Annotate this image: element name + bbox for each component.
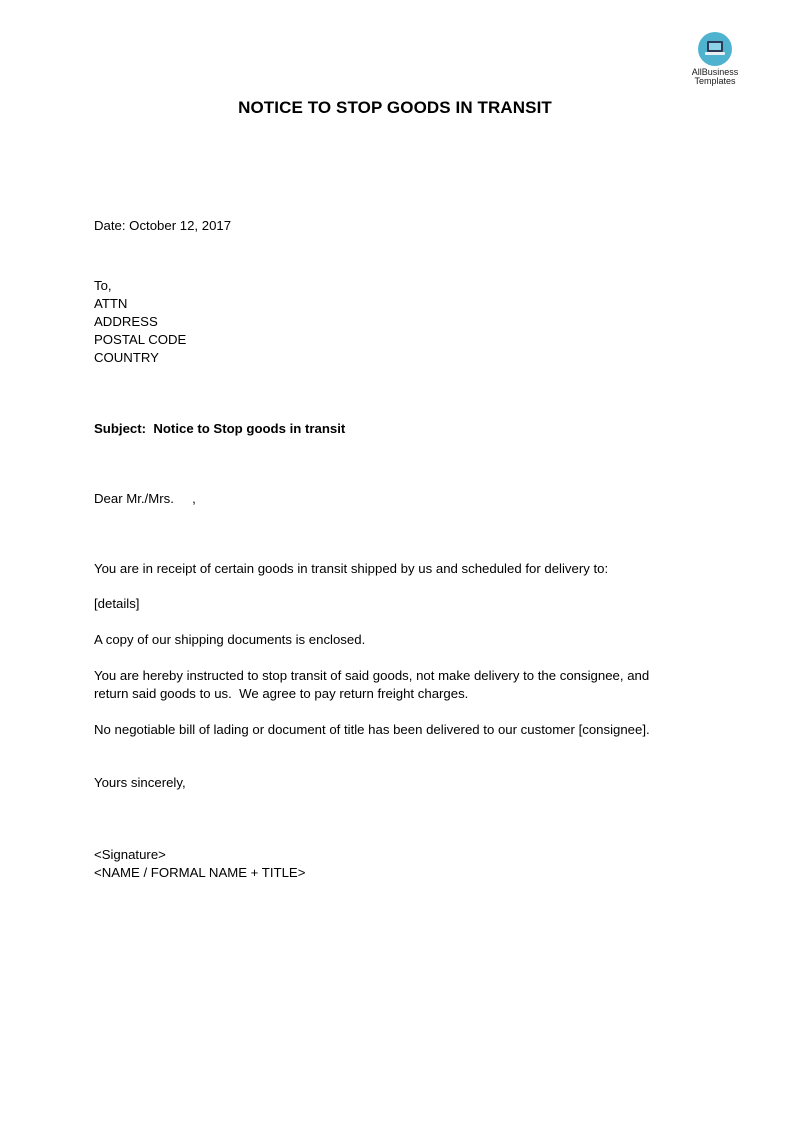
logo-line-2: Templates bbox=[694, 76, 736, 86]
recipient-address: ADDRESS bbox=[94, 314, 158, 329]
paragraph-bill-of-lading: No negotiable bill of lading or document of title has been delivered to our customer [consignee]. bbox=[94, 722, 650, 737]
paragraph-copy-enclosed: A copy of our shipping documents is enclosed. bbox=[94, 632, 366, 647]
document-title: NOTICE TO STOP GOODS IN TRANSIT bbox=[238, 98, 552, 117]
date-line: Date: October 12, 2017 bbox=[94, 218, 232, 233]
paragraph-instruction-line-1: You are hereby instructed to stop transit of said goods, not make delivery to the consignee, and bbox=[94, 668, 650, 683]
logo-line-1: AllBusiness bbox=[691, 67, 739, 77]
laptop-icon bbox=[698, 32, 732, 66]
paragraph-details: [details] bbox=[94, 596, 140, 611]
closing: Yours sincerely, bbox=[94, 775, 186, 790]
recipient-attn: ATTN bbox=[94, 296, 128, 311]
signature-placeholder: <Signature> bbox=[94, 847, 166, 862]
subject-line: Subject: Notice to Stop goods in transit bbox=[94, 421, 346, 436]
recipient-country: COUNTRY bbox=[94, 350, 159, 365]
paragraph-receipt: You are in receipt of certain goods in transit shipped by us and scheduled for delivery to: bbox=[94, 561, 609, 576]
brand-logo bbox=[684, 32, 746, 86]
name-title-placeholder: <NAME / FORMAL NAME + TITLE> bbox=[94, 865, 306, 880]
salutation: Dear Mr./Mrs. , bbox=[94, 491, 196, 506]
paragraph-instruction-line-2: return said goods to us. We agree to pay return freight charges. bbox=[94, 686, 469, 701]
recipient-to: To, bbox=[94, 278, 112, 293]
recipient-postal-code: POSTAL CODE bbox=[94, 332, 187, 347]
